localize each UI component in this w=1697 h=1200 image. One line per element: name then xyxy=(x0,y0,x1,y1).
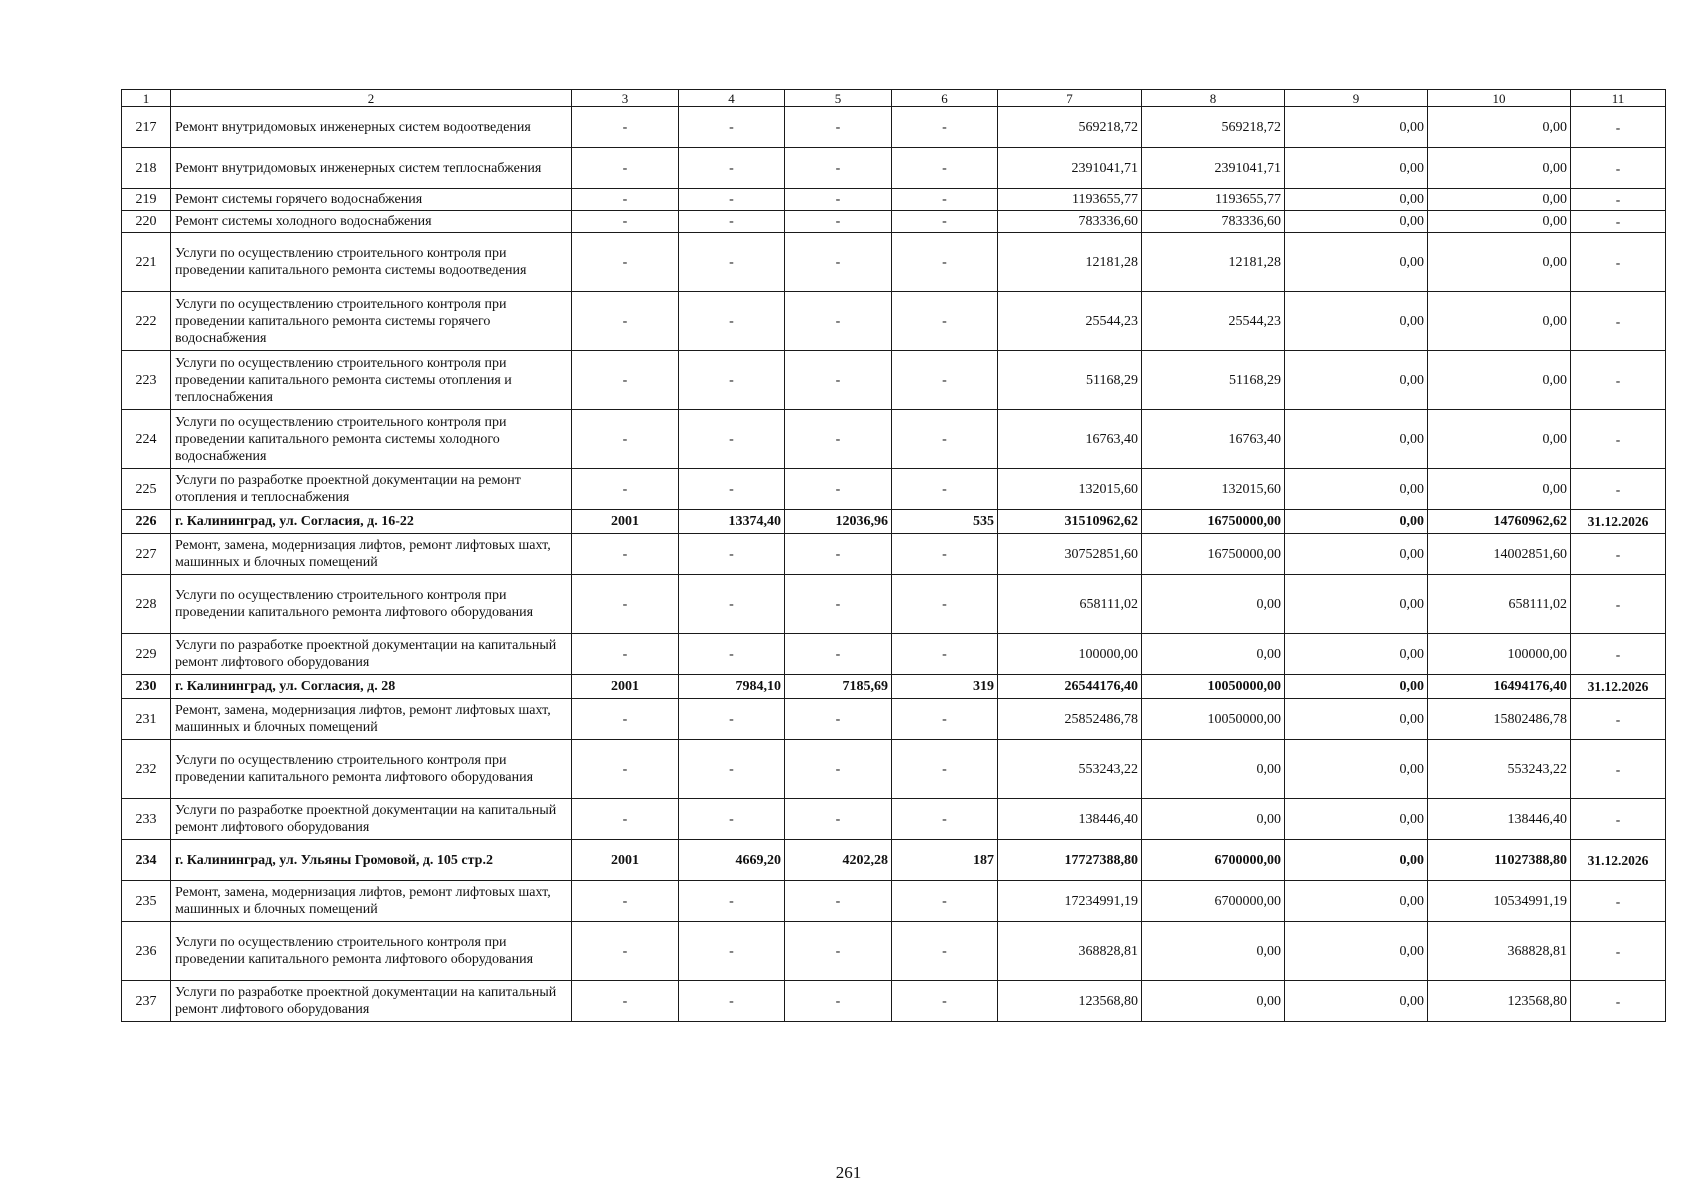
row-number: 236 xyxy=(122,922,171,981)
col-7-cell: 123568,80 xyxy=(998,981,1142,1022)
work-description: Услуги по разработке проектной документации на капитальный ремонт лифтового оборудования xyxy=(171,799,572,840)
col-8-cell: 6700000,00 xyxy=(1142,881,1285,922)
column-number-header-row xyxy=(122,90,1666,107)
col-6-cell: - xyxy=(892,410,998,469)
col-8-cell: 132015,60 xyxy=(1142,469,1285,510)
col-5-cell: - xyxy=(785,534,892,575)
table-row xyxy=(122,189,1666,211)
col-6-cell: - xyxy=(892,469,998,510)
col-3-cell: 2001 xyxy=(572,675,679,699)
row-number: 223 xyxy=(122,351,171,410)
col-11-cell: - xyxy=(1571,881,1666,922)
row-number: 218 xyxy=(122,148,171,189)
table-row xyxy=(122,922,1666,981)
col-7-cell: 1193655,77 xyxy=(998,189,1142,211)
row-number: 222 xyxy=(122,292,171,351)
header-cell: 11 xyxy=(1571,90,1666,107)
header-cell: 7 xyxy=(998,90,1142,107)
header-cell: 4 xyxy=(679,90,785,107)
col-7-cell: 30752851,60 xyxy=(998,534,1142,575)
col-11-cell: - xyxy=(1571,211,1666,233)
col-8-cell: 10050000,00 xyxy=(1142,675,1285,699)
row-number: 217 xyxy=(122,107,171,148)
col-4-cell: - xyxy=(679,799,785,840)
work-description: Услуги по разработке проектной документации на капитальный ремонт лифтового оборудования xyxy=(171,634,572,675)
table-row xyxy=(122,351,1666,410)
row-number: 231 xyxy=(122,699,171,740)
work-description: г. Калининград, ул. Согласия, д. 28 xyxy=(171,675,572,699)
col-7-cell: 16763,40 xyxy=(998,410,1142,469)
col-6-cell: 535 xyxy=(892,510,998,534)
col-7-cell: 25544,23 xyxy=(998,292,1142,351)
col-4-cell: - xyxy=(679,575,785,634)
col-11-cell: - xyxy=(1571,107,1666,148)
col-11-cell: - xyxy=(1571,469,1666,510)
col-5-cell: - xyxy=(785,148,892,189)
capital-repair-table xyxy=(121,89,1666,1022)
col-9-cell: 0,00 xyxy=(1285,675,1428,699)
col-10-cell: 0,00 xyxy=(1428,189,1571,211)
col-7-cell: 569218,72 xyxy=(998,107,1142,148)
col-5-cell: - xyxy=(785,107,892,148)
col-9-cell: 0,00 xyxy=(1285,469,1428,510)
col-10-cell: 0,00 xyxy=(1428,107,1571,148)
table-row xyxy=(122,634,1666,675)
col-8-cell: 0,00 xyxy=(1142,634,1285,675)
col-10-cell: 14760962,62 xyxy=(1428,510,1571,534)
col-8-cell: 0,00 xyxy=(1142,981,1285,1022)
col-5-cell: - xyxy=(785,799,892,840)
col-3-cell: 2001 xyxy=(572,510,679,534)
col-7-cell: 25852486,78 xyxy=(998,699,1142,740)
col-8-cell: 25544,23 xyxy=(1142,292,1285,351)
work-description: Ремонт внутридомовых инженерных систем водоотведения xyxy=(171,107,572,148)
col-4-cell: - xyxy=(679,634,785,675)
col-9-cell: 0,00 xyxy=(1285,148,1428,189)
col-11-cell: 31.12.2026 xyxy=(1571,675,1666,699)
work-description: Ремонт системы холодного водоснабжения xyxy=(171,211,572,233)
col-4-cell: - xyxy=(679,211,785,233)
col-3-cell: - xyxy=(572,107,679,148)
row-number: 237 xyxy=(122,981,171,1022)
col-8-cell: 2391041,71 xyxy=(1142,148,1285,189)
col-9-cell: 0,00 xyxy=(1285,575,1428,634)
col-4-cell: - xyxy=(679,351,785,410)
col-6-cell: - xyxy=(892,107,998,148)
col-11-cell: - xyxy=(1571,981,1666,1022)
work-description: г. Калининград, ул. Согласия, д. 16-22 xyxy=(171,510,572,534)
col-5-cell: - xyxy=(785,634,892,675)
col-11-cell: - xyxy=(1571,233,1666,292)
col-9-cell: 0,00 xyxy=(1285,799,1428,840)
col-10-cell: 0,00 xyxy=(1428,410,1571,469)
col-3-cell: 2001 xyxy=(572,840,679,881)
work-description: Услуги по осуществлению строительного контроля при проведении капитального ремонта системы горячего водоснабжения xyxy=(171,292,572,351)
col-10-cell: 14002851,60 xyxy=(1428,534,1571,575)
col-5-cell: - xyxy=(785,981,892,1022)
col-10-cell: 658111,02 xyxy=(1428,575,1571,634)
col-3-cell: - xyxy=(572,211,679,233)
row-number: 228 xyxy=(122,575,171,634)
col-11-cell: - xyxy=(1571,292,1666,351)
col-11-cell: - xyxy=(1571,351,1666,410)
header-cell: 3 xyxy=(572,90,679,107)
header-cell: 9 xyxy=(1285,90,1428,107)
col-3-cell: - xyxy=(572,351,679,410)
col-6-cell: - xyxy=(892,981,998,1022)
col-4-cell: - xyxy=(679,534,785,575)
header-cell: 1 xyxy=(122,90,171,107)
col-8-cell: 0,00 xyxy=(1142,922,1285,981)
work-description: Услуги по разработке проектной документации на капитальный ремонт лифтового оборудования xyxy=(171,981,572,1022)
col-5-cell: - xyxy=(785,189,892,211)
col-4-cell: - xyxy=(679,981,785,1022)
work-description: Ремонт, замена, модернизация лифтов, ремонт лифтовых шахт, машинных и блочных помещений xyxy=(171,881,572,922)
col-10-cell: 553243,22 xyxy=(1428,740,1571,799)
col-3-cell: - xyxy=(572,469,679,510)
row-number: 226 xyxy=(122,510,171,534)
address-row xyxy=(122,510,1666,534)
col-4-cell: 7984,10 xyxy=(679,675,785,699)
col-8-cell: 16763,40 xyxy=(1142,410,1285,469)
col-9-cell: 0,00 xyxy=(1285,233,1428,292)
row-number: 224 xyxy=(122,410,171,469)
col-7-cell: 553243,22 xyxy=(998,740,1142,799)
header-cell: 6 xyxy=(892,90,998,107)
col-3-cell: - xyxy=(572,634,679,675)
col-7-cell: 2391041,71 xyxy=(998,148,1142,189)
col-10-cell: 0,00 xyxy=(1428,469,1571,510)
col-6-cell: - xyxy=(892,634,998,675)
col-6-cell: - xyxy=(892,534,998,575)
col-3-cell: - xyxy=(572,981,679,1022)
work-description: Услуги по разработке проектной документации на ремонт отопления и теплоснабжения xyxy=(171,469,572,510)
table-row xyxy=(122,981,1666,1022)
work-description: Услуги по осуществлению строительного контроля при проведении капитального ремонта лифтового оборудования xyxy=(171,740,572,799)
table-row xyxy=(122,740,1666,799)
col-11-cell: - xyxy=(1571,410,1666,469)
col-7-cell: 100000,00 xyxy=(998,634,1142,675)
col-7-cell: 17727388,80 xyxy=(998,840,1142,881)
col-10-cell: 16494176,40 xyxy=(1428,675,1571,699)
work-description: Ремонт внутридомовых инженерных систем теплоснабжения xyxy=(171,148,572,189)
col-8-cell: 1193655,77 xyxy=(1142,189,1285,211)
col-8-cell: 0,00 xyxy=(1142,740,1285,799)
col-5-cell: - xyxy=(785,292,892,351)
col-9-cell: 0,00 xyxy=(1285,292,1428,351)
col-9-cell: 0,00 xyxy=(1285,510,1428,534)
col-5-cell: 7185,69 xyxy=(785,675,892,699)
col-5-cell: 4202,28 xyxy=(785,840,892,881)
work-description: Услуги по осуществлению строительного контроля при проведении капитального ремонта лифтового оборудования xyxy=(171,922,572,981)
table-row xyxy=(122,410,1666,469)
col-10-cell: 0,00 xyxy=(1428,148,1571,189)
col-7-cell: 51168,29 xyxy=(998,351,1142,410)
col-10-cell: 0,00 xyxy=(1428,233,1571,292)
col-7-cell: 783336,60 xyxy=(998,211,1142,233)
col-5-cell: - xyxy=(785,469,892,510)
col-10-cell: 15802486,78 xyxy=(1428,699,1571,740)
col-8-cell: 6700000,00 xyxy=(1142,840,1285,881)
col-11-cell: - xyxy=(1571,189,1666,211)
col-8-cell: 12181,28 xyxy=(1142,233,1285,292)
row-number: 230 xyxy=(122,675,171,699)
row-number: 227 xyxy=(122,534,171,575)
header-cell: 2 xyxy=(171,90,572,107)
col-7-cell: 368828,81 xyxy=(998,922,1142,981)
col-9-cell: 0,00 xyxy=(1285,107,1428,148)
col-4-cell: - xyxy=(679,107,785,148)
row-number: 234 xyxy=(122,840,171,881)
col-6-cell: - xyxy=(892,233,998,292)
col-9-cell: 0,00 xyxy=(1285,410,1428,469)
table-row xyxy=(122,881,1666,922)
col-10-cell: 10534991,19 xyxy=(1428,881,1571,922)
col-3-cell: - xyxy=(572,233,679,292)
col-8-cell: 0,00 xyxy=(1142,799,1285,840)
col-11-cell: 31.12.2026 xyxy=(1571,840,1666,881)
col-9-cell: 0,00 xyxy=(1285,211,1428,233)
col-11-cell: - xyxy=(1571,575,1666,634)
col-3-cell: - xyxy=(572,410,679,469)
col-9-cell: 0,00 xyxy=(1285,699,1428,740)
col-6-cell: - xyxy=(892,922,998,981)
col-4-cell: - xyxy=(679,881,785,922)
work-description: Услуги по осуществлению строительного контроля при проведении капитального ремонта системы отопления и теплоснабжения xyxy=(171,351,572,410)
col-7-cell: 658111,02 xyxy=(998,575,1142,634)
col-11-cell: - xyxy=(1571,148,1666,189)
header-cell: 5 xyxy=(785,90,892,107)
table-row xyxy=(122,233,1666,292)
work-description: Услуги по осуществлению строительного контроля при проведении капитального ремонта лифтового оборудования xyxy=(171,575,572,634)
col-5-cell: - xyxy=(785,575,892,634)
col-5-cell: - xyxy=(785,881,892,922)
table-row xyxy=(122,699,1666,740)
col-4-cell: - xyxy=(679,233,785,292)
col-10-cell: 0,00 xyxy=(1428,292,1571,351)
col-8-cell: 51168,29 xyxy=(1142,351,1285,410)
col-11-cell: - xyxy=(1571,534,1666,575)
col-3-cell: - xyxy=(572,534,679,575)
col-4-cell: - xyxy=(679,699,785,740)
col-4-cell: - xyxy=(679,148,785,189)
table-row xyxy=(122,799,1666,840)
col-3-cell: - xyxy=(572,922,679,981)
col-3-cell: - xyxy=(572,740,679,799)
col-10-cell: 11027388,80 xyxy=(1428,840,1571,881)
col-5-cell: - xyxy=(785,211,892,233)
row-number: 232 xyxy=(122,740,171,799)
col-9-cell: 0,00 xyxy=(1285,634,1428,675)
col-11-cell: - xyxy=(1571,799,1666,840)
col-9-cell: 0,00 xyxy=(1285,189,1428,211)
col-9-cell: 0,00 xyxy=(1285,922,1428,981)
col-10-cell: 368828,81 xyxy=(1428,922,1571,981)
row-number: 235 xyxy=(122,881,171,922)
col-8-cell: 0,00 xyxy=(1142,575,1285,634)
address-row xyxy=(122,675,1666,699)
col-4-cell: - xyxy=(679,189,785,211)
col-3-cell: - xyxy=(572,575,679,634)
col-9-cell: 0,00 xyxy=(1285,840,1428,881)
col-6-cell: 319 xyxy=(892,675,998,699)
col-4-cell: 13374,40 xyxy=(679,510,785,534)
col-4-cell: - xyxy=(679,922,785,981)
col-7-cell: 26544176,40 xyxy=(998,675,1142,699)
col-7-cell: 31510962,62 xyxy=(998,510,1142,534)
col-8-cell: 10050000,00 xyxy=(1142,699,1285,740)
col-9-cell: 0,00 xyxy=(1285,534,1428,575)
work-description: Ремонт, замена, модернизация лифтов, ремонт лифтовых шахт, машинных и блочных помещений xyxy=(171,534,572,575)
col-6-cell: - xyxy=(892,575,998,634)
col-7-cell: 132015,60 xyxy=(998,469,1142,510)
col-5-cell: - xyxy=(785,233,892,292)
col-9-cell: 0,00 xyxy=(1285,351,1428,410)
col-11-cell: - xyxy=(1571,634,1666,675)
col-6-cell: - xyxy=(892,881,998,922)
col-4-cell: - xyxy=(679,469,785,510)
col-6-cell: - xyxy=(892,292,998,351)
page-number: 261 xyxy=(835,1163,862,1182)
row-number: 221 xyxy=(122,233,171,292)
col-9-cell: 0,00 xyxy=(1285,981,1428,1022)
col-9-cell: 0,00 xyxy=(1285,881,1428,922)
col-8-cell: 783336,60 xyxy=(1142,211,1285,233)
table-row xyxy=(122,107,1666,148)
col-6-cell: - xyxy=(892,699,998,740)
col-3-cell: - xyxy=(572,292,679,351)
document-page xyxy=(121,89,1665,1022)
row-number: 225 xyxy=(122,469,171,510)
col-5-cell: - xyxy=(785,351,892,410)
header-cell: 10 xyxy=(1428,90,1571,107)
col-7-cell: 17234991,19 xyxy=(998,881,1142,922)
col-6-cell: - xyxy=(892,351,998,410)
col-10-cell: 138446,40 xyxy=(1428,799,1571,840)
work-description: г. Калининград, ул. Ульяны Громовой, д. 105 стр.2 xyxy=(171,840,572,881)
table-row xyxy=(122,575,1666,634)
col-6-cell: - xyxy=(892,211,998,233)
col-10-cell: 100000,00 xyxy=(1428,634,1571,675)
col-3-cell: - xyxy=(572,148,679,189)
col-3-cell: - xyxy=(572,881,679,922)
work-description: Услуги по осуществлению строительного контроля при проведении капитального ремонта системы холодного водоснабжения xyxy=(171,410,572,469)
table-row xyxy=(122,292,1666,351)
col-3-cell: - xyxy=(572,699,679,740)
col-6-cell: - xyxy=(892,189,998,211)
col-4-cell: 4669,20 xyxy=(679,840,785,881)
col-10-cell: 123568,80 xyxy=(1428,981,1571,1022)
col-11-cell: - xyxy=(1571,699,1666,740)
col-5-cell: - xyxy=(785,410,892,469)
row-number: 233 xyxy=(122,799,171,840)
col-5-cell: 12036,96 xyxy=(785,510,892,534)
table-row xyxy=(122,148,1666,189)
work-description: Ремонт системы горячего водоснабжения xyxy=(171,189,572,211)
col-7-cell: 138446,40 xyxy=(998,799,1142,840)
address-row xyxy=(122,840,1666,881)
work-description: Услуги по осуществлению строительного контроля при проведении капитального ремонта системы водоотведения xyxy=(171,233,572,292)
col-11-cell: - xyxy=(1571,922,1666,981)
col-7-cell: 12181,28 xyxy=(998,233,1142,292)
table-row xyxy=(122,211,1666,233)
col-11-cell: - xyxy=(1571,740,1666,799)
col-8-cell: 16750000,00 xyxy=(1142,510,1285,534)
col-9-cell: 0,00 xyxy=(1285,740,1428,799)
table-row xyxy=(122,534,1666,575)
col-8-cell: 16750000,00 xyxy=(1142,534,1285,575)
col-4-cell: - xyxy=(679,410,785,469)
col-4-cell: - xyxy=(679,740,785,799)
col-5-cell: - xyxy=(785,922,892,981)
work-description: Ремонт, замена, модернизация лифтов, ремонт лифтовых шахт, машинных и блочных помещений xyxy=(171,699,572,740)
col-6-cell: - xyxy=(892,740,998,799)
col-10-cell: 0,00 xyxy=(1428,211,1571,233)
col-3-cell: - xyxy=(572,799,679,840)
table-row xyxy=(122,469,1666,510)
col-6-cell: 187 xyxy=(892,840,998,881)
row-number: 220 xyxy=(122,211,171,233)
col-5-cell: - xyxy=(785,699,892,740)
col-5-cell: - xyxy=(785,740,892,799)
row-number: 219 xyxy=(122,189,171,211)
row-number: 229 xyxy=(122,634,171,675)
col-4-cell: - xyxy=(679,292,785,351)
col-3-cell: - xyxy=(572,189,679,211)
col-11-cell: 31.12.2026 xyxy=(1571,510,1666,534)
col-10-cell: 0,00 xyxy=(1428,351,1571,410)
col-8-cell: 569218,72 xyxy=(1142,107,1285,148)
col-6-cell: - xyxy=(892,799,998,840)
header-cell: 8 xyxy=(1142,90,1285,107)
col-6-cell: - xyxy=(892,148,998,189)
